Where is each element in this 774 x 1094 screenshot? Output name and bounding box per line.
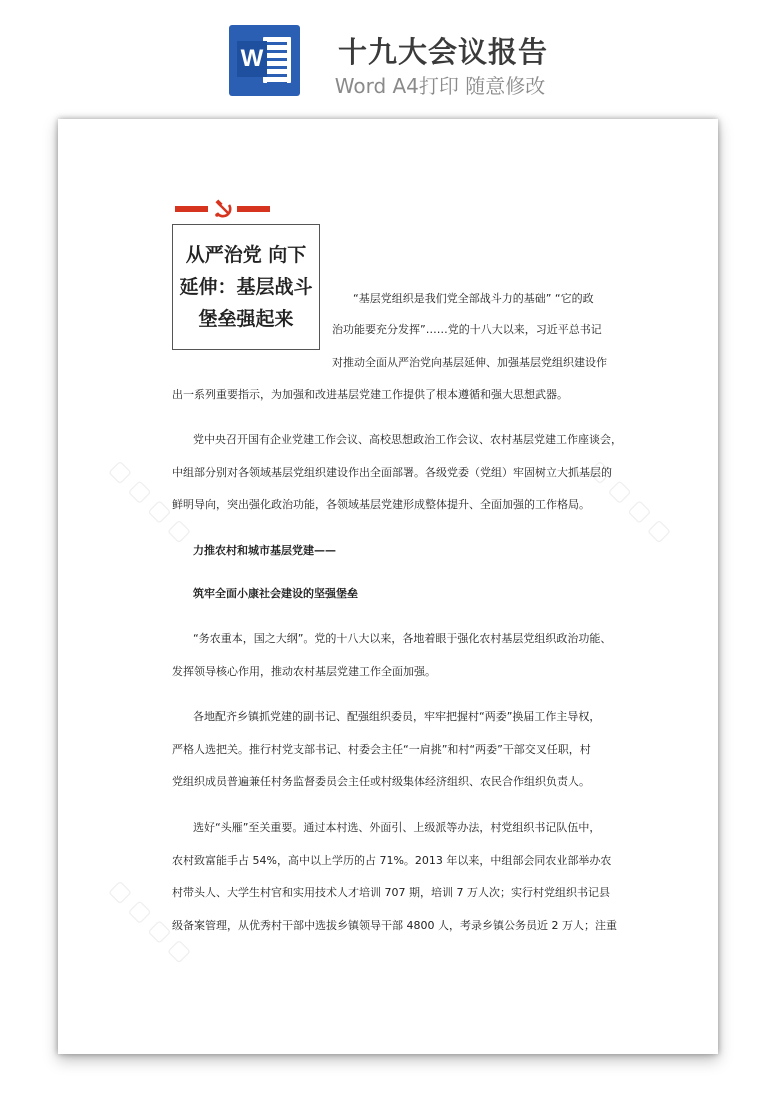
page-subtitle: Word A4打印 随意修改 (334, 74, 546, 98)
section-heading: 筑牢全面小康社会建设的坚强堡垒 (193, 587, 358, 600)
watermark: ▢ ▢ ▢ ▢ (584, 455, 676, 548)
text-line: 中组部分别对各领域基层党组织建设作出全面部署。各级党委（党组）牢固树立大抓基层的 (172, 466, 612, 479)
word-logo-icon (229, 25, 300, 96)
hammer-sickle-icon (213, 199, 233, 219)
text-line: 各地配齐乡镇抓党建的副书记、配强组织委员，牢牢把握村“两委”换届工作主导权， (193, 710, 601, 723)
text-line: 选好“头雁”至关重要。通过本村选、外面引、上级派等办法，村党组织书记队伍中， (193, 821, 601, 834)
watermark: ▢ ▢ ▢ ▢ (104, 455, 196, 548)
text-line: 党组织成员普遍兼任村务监督委员会主任或村级集体经济组织、农民合作组织负责人。 (172, 775, 590, 788)
text-line: 党中央召开国有企业党建工作会议、高校思想政治工作会议、农村基层党建工作座谈会， (193, 433, 622, 446)
text-line: 农村致富能手占 54%，高中以上学历的占 71%。2013 年以来，中组部会同农业部举办农 (172, 854, 612, 867)
text-line: 出一系列重要指示，为加强和改进基层党建工作提供了根本遵循和强大思想武器。 (172, 388, 568, 401)
heading-box: 从严治党 向下延伸：基层战斗堡垒强起来 (172, 224, 320, 350)
watermark: ▢ ▢ ▢ ▢ (104, 875, 196, 968)
text-line: 级备案管理，从优秀村干部中选拔乡镇领导干部 4800 人，考录乡镇公务员近 2 万人；注重 (172, 919, 617, 932)
text-line: 发挥领导核心作用，推动农村基层党建工作全面加强。 (172, 665, 436, 678)
header (0, 0, 774, 110)
word-logo-letter: W (237, 41, 267, 77)
text-line: “务农重本，国之大纲”。党的十八大以来，各地着眼于强化农村基层党组织政治功能、 (193, 632, 612, 645)
page-title: 十九大会议报告 (337, 35, 548, 69)
text-line: 治功能要充分发挥”……党的十八大以来，习近平总书记 (332, 323, 602, 336)
text-line: 鲜明导向，突出强化政治功能，各领域基层党建形成整体提升、全面加强的工作格局。 (172, 498, 590, 511)
text-line: “基层党组织是我们党全部战斗力的基础” “它的政 (353, 292, 594, 305)
text-line: 对推动全面从严治党向基层延伸、加强基层党组织建设作 (332, 356, 607, 369)
text-line: 严格人选把关。推行村党支部书记、村委会主任“一肩挑”和村“两委”干部交叉任职，村 (172, 743, 591, 756)
party-emblem (175, 199, 275, 219)
text-line: 村带头人、大学生村官和实用技术人才培训 707 期，培训 7 万人次；实行村党组织书记县 (172, 886, 610, 899)
document-page (58, 119, 718, 1054)
section-heading: 力推农村和城市基层党建—— (193, 544, 336, 557)
